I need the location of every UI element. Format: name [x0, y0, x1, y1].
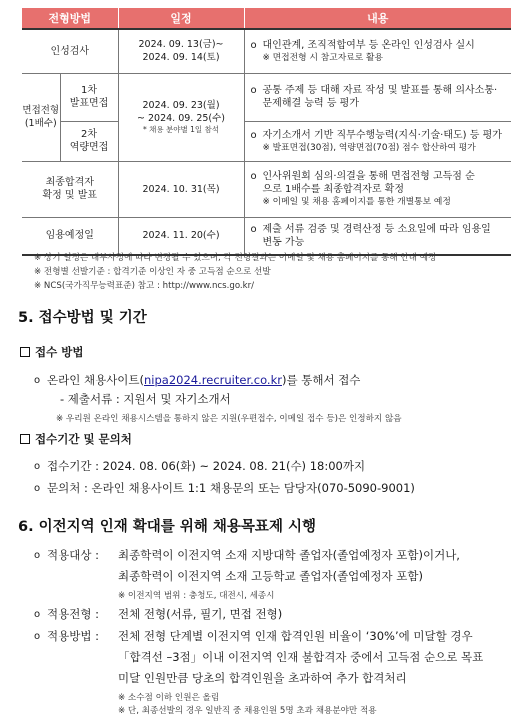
stage-cell: [22, 161, 118, 217]
target-label-line: [34, 547, 99, 563]
date-cell: 2024. 11. 20(수): [118, 217, 244, 255]
square-bullet-icon: [20, 434, 30, 444]
square-bullet-icon: [20, 347, 30, 357]
stage-line: 확정 및 발표: [42, 190, 98, 201]
stage-label-line: [34, 606, 99, 622]
content-note: ※ 발표면접(30점), 역량면접(70점) 점수 합산하여 평가: [262, 142, 476, 153]
content-line: [251, 84, 509, 97]
bullet-mark: o: [250, 85, 257, 96]
bullet-mark: o: [250, 223, 257, 235]
content-note: ※ 면접전형 시 참고자료로 활용: [262, 52, 384, 63]
apply-label-line: [34, 628, 99, 644]
stage-cell: 임용예정일: [22, 217, 118, 255]
substage-cell: [60, 73, 118, 121]
table-row: [22, 121, 511, 161]
date-line: 2024. 09. 14(토): [142, 52, 220, 64]
content-note: ※ 이메일 및 채용 홈페이지를 통한 개별통보 예정: [262, 197, 451, 207]
bullet-mark: o: [250, 39, 257, 51]
target-text: 최종학력이 이전지역 소재 지방대학 졸업자(졸업예정자 포함)이거나,: [118, 548, 460, 562]
content-line: [251, 97, 509, 110]
date-cell: [118, 29, 244, 73]
content-text: 대인관계, 조직적합여부 등 온라인 인성검사 실시: [262, 39, 475, 51]
stage-line: 최종합격자: [45, 177, 94, 188]
target-note: ※ 이전지역 범위 : 충청도, 대전시, 세종시: [118, 591, 275, 601]
table-row: [22, 217, 511, 255]
section-5-title: 5. 접수방법 및 기간: [18, 310, 147, 326]
circle-bullet-icon: o: [34, 609, 41, 620]
subsection-heading: [20, 344, 83, 360]
content-line: [251, 223, 509, 236]
apply-label: 적용방법 :: [47, 629, 99, 643]
content-text: 문제해결 능력 등 평가: [262, 98, 359, 109]
subsection-heading: [20, 431, 132, 447]
apply-text: 「합격선 –3점」이내 이전지역 인재 불합격자 중에서 고득점 순으로 목표: [118, 650, 484, 664]
date-cell: 2024. 10. 31(목): [118, 161, 244, 217]
content-cell: [244, 29, 511, 73]
content-line: [251, 183, 509, 196]
content-cell: [244, 73, 511, 121]
stage-cell: 인성검사: [22, 29, 118, 73]
circle-bullet-icon: o: [34, 483, 41, 494]
apply-text: 미달 인원만큼 당초의 합격인원을 초과하여 추가 합격처리: [118, 671, 407, 685]
content-line: [251, 129, 509, 142]
content-text: 공통 주제 등 대해 자료 작성 및 발표를 통해 의사소통·: [262, 85, 498, 96]
contact-text: 문의처 : 온라인 채용사이트 1:1 채용문의 또는 담당자(070-5090-9001): [47, 481, 415, 495]
header-stage: 전형방법: [22, 8, 118, 29]
method-text: 온라인 채용사이트(: [47, 373, 145, 387]
circle-bullet-icon: o: [34, 461, 41, 472]
substage-cell: [60, 121, 118, 161]
subsection-heading-text: 접수기간 및 문의처: [35, 432, 132, 446]
substage-line: 발표면접: [69, 98, 109, 109]
circle-bullet-icon: o: [34, 375, 41, 386]
table-row: [22, 29, 511, 73]
content-text: 제출 서류 검증 및 경력산정 등 소요일에 따라 임용일: [262, 223, 491, 235]
date-line: 2024. 09. 23(월): [142, 100, 220, 111]
table-note: ※ NCS(국가직무능력표준) 참고 : http://www.ncs.go.kr/: [34, 281, 255, 291]
date-cell: [118, 73, 244, 161]
date-line: 2024. 09. 13(금)~: [138, 39, 224, 51]
table-row: [22, 73, 511, 121]
content-cell: [244, 121, 511, 161]
circle-bullet-icon: o: [34, 631, 41, 642]
date-line: ~ 2024. 09. 25(수): [137, 113, 226, 124]
target-text: 최종학력이 이전지역 소재 고등학교 졸업자(졸업예정자 포함): [118, 569, 423, 583]
section-6-title: 6. 이전지역 인재 확대를 위해 채용목표제 시행: [18, 519, 317, 535]
subsection-heading-text: 접수 방법: [35, 345, 84, 359]
method-text: )를 통해서 접수: [281, 373, 361, 387]
period-text: 접수기간 : 2024. 08. 06(화) ~ 2024. 08. 21(수) 18:00까지: [47, 459, 366, 473]
content-line: [251, 170, 509, 183]
stage-label: 적용전형 :: [47, 607, 99, 621]
stage-cell: [22, 73, 60, 161]
period-line: [34, 458, 365, 474]
table-note: ※ 상기 일정은 내부사정에 따라 변경될 수 있으며, 각 전형결과는 이메일 및 채용 홈페이지를 통해 안내 예정: [34, 253, 437, 263]
apply-text: 전체 전형 단계별 이전지역 인재 합격인원 비율이 ‘30%’에 미달할 경우: [118, 629, 473, 643]
content-text: 변동 가능: [262, 236, 305, 248]
substage-line: 역량면접: [69, 142, 109, 153]
content-line: [251, 236, 509, 249]
bullet-mark: o: [250, 171, 257, 182]
table-header-row: [22, 8, 511, 29]
table-note: ※ 전형별 선발기준 : 합격기준 이상인 자 중 고득점 순으로 선발: [34, 267, 271, 277]
content-text: 인사위원회 심의·의결을 통해 면접전형 고득점 순: [262, 171, 475, 182]
stage-line: (1배수): [24, 118, 57, 129]
content-cell: [244, 161, 511, 217]
method-line: [34, 372, 360, 388]
stage-line: 면접전형: [22, 105, 60, 116]
content-text: 자기소개서 기반 직무수행능력(지식·기술·태도) 등 평가: [262, 129, 502, 141]
header-content: 내용: [244, 8, 511, 29]
substage-line: 2차: [80, 129, 98, 140]
content-cell: [244, 217, 511, 255]
substage-line: 1차: [80, 85, 98, 96]
table-row: [22, 161, 511, 217]
apply-note: ※ 단, 최종선발의 경우 일반직 중 채용인원 5명 초과 채용분야만 적용: [118, 706, 377, 716]
content-text: 으로 1배수를 최종합격자로 확정: [262, 184, 404, 195]
method-note: ※ 우리원 온라인 채용시스템을 통하지 않은 지원(우편접수, 이메일 접수 등)은 인정하지 않음: [56, 414, 402, 424]
schedule-table: [22, 8, 511, 256]
documents-line: - 제출서류 : 지원서 및 자기소개서: [60, 392, 231, 406]
circle-bullet-icon: o: [34, 550, 41, 561]
apply-note: ※ 소수점 이하 인원은 올림: [118, 693, 220, 703]
recruit-site-link[interactable]: nipa2024.recruiter.co.kr: [144, 373, 282, 387]
date-note: * 채용 분야별 1일 참석: [143, 125, 220, 134]
content-line: [251, 39, 509, 52]
stage-text: 전체 전형(서류, 필기, 면접 전형): [118, 607, 283, 621]
target-label: 적용대상 :: [47, 548, 99, 562]
header-schedule: 일정: [118, 8, 244, 29]
bullet-mark: o: [250, 129, 257, 141]
contact-line: [34, 480, 415, 496]
